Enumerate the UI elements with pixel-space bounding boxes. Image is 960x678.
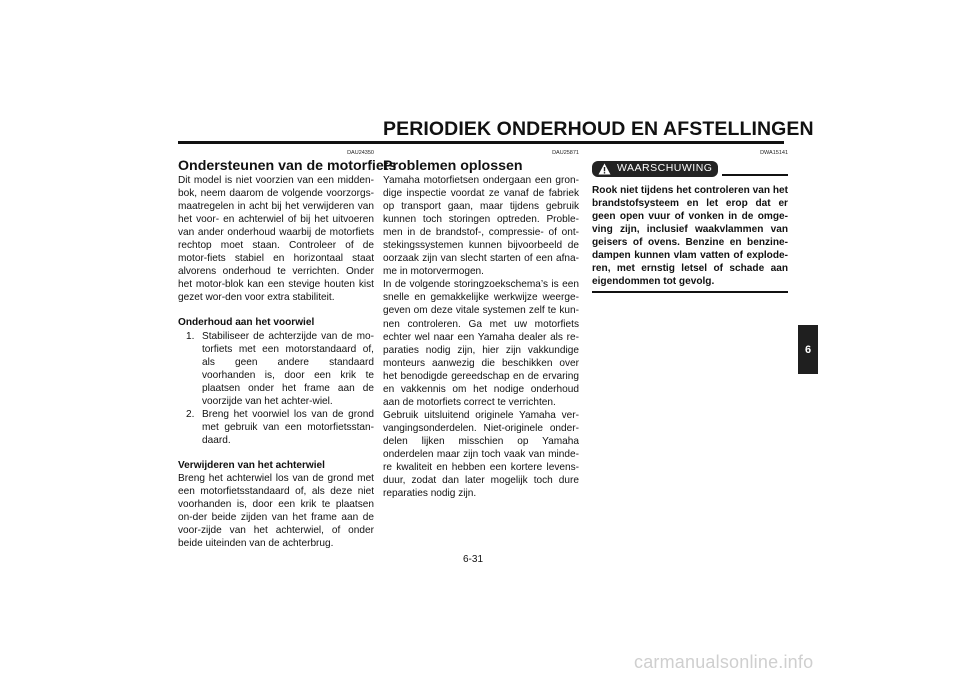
list-item [186, 408, 374, 447]
front-wheel-steps [186, 330, 374, 447]
warning-triangle-icon [598, 163, 611, 175]
right-column [592, 150, 788, 293]
warning-text: Rook niet tijdens het controleren van het brandstofsysteem en let erop dat er geen open vuur of vonken in de omge-ving zijn, inclusief waakvlammen van geisers of ovens. Benzine en benzine-dampen kunnen vlam vatten of explode-ren, met ernstig letsel of schade aan eigendommen tot gevolg. [592, 185, 788, 288]
intro-paragraph: Dit model is niet voorzien van een midden-bok, neem daarom de volgende voorzorgs-maatregelen in acht bij het verwijderen van het voor- en achterwiel of bij het uitvoeren van ander onderhoud waarbij de motorfiets rechtop moet staan. Controleer of de motor-fiets stabiel en horizontaal staat alvorens onderhoud te verrichten. Onder het motor-blok kan een stevige houten kist gezet wor-den voor extra stabiliteit. [178, 175, 374, 304]
section-code: DAU25871 [552, 150, 579, 156]
step-text: Stabiliseer de achterzijde van de mo-torfiets met een motorstandaard of, als geen andere standaard voorhanden is, door een krik te plaatsen onder het frame aan de voorzijde van het achter-wiel. [202, 330, 374, 407]
page-number: 6-31 [463, 554, 484, 565]
chapter-tab: 6 [798, 325, 818, 374]
step-number: 1. [186, 330, 195, 342]
section-code: DAU24350 [347, 150, 374, 156]
warning-rule [722, 174, 788, 176]
middle-column [383, 150, 579, 500]
warning-header [592, 161, 788, 177]
left-column [178, 150, 397, 550]
warning-badge [592, 161, 718, 177]
list-item [186, 330, 374, 408]
troubleshoot-paragraph-1: Yamaha motorfietsen ondergaan een gron-dige inspectie voordat ze vanaf de fabriek op transport gaan, maar tijdens gebruik kunnen toch storingen optreden. Proble-men in de brandstof-, compressie- of ont-stekingssystemen kunnen bijvoorbeeld de oorzaak zijn van slecht starten of een afna-me in motorvermogen. [383, 175, 579, 278]
front-wheel-heading: Onderhoud aan het voorwiel [178, 317, 315, 329]
warning-code: DWA15141 [760, 150, 788, 156]
rear-wheel-paragraph: Breng het achterwiel los van de grond met een motorfietsstandaard of, als deze niet voorhanden is, door een krik te plaatsen on-der beide zijden van het frame aan de voor-zijde van het achterwiel, of onder beide uiteinden van de achterbrug. [178, 472, 374, 550]
step-number: 2. [186, 408, 195, 420]
rear-wheel-heading: Verwijderen van het achterwiel [178, 459, 325, 471]
page-title: PERIODIEK ONDERHOUD EN AFSTELLINGEN [383, 118, 814, 140]
section-title: Ondersteunen van de motorfiets [178, 158, 397, 174]
header-rule [178, 141, 784, 144]
troubleshoot-paragraph-3: Gebruik uitsluitend originele Yamaha ver-vangingsonderdelen. Niet-originele onder-delen lijken misschien op Yamaha onderdelen maar zijn toch vaak van minde-re kwaliteit en hebben een kortere levens-duur, zodat dan later mogelijk toch dure reparaties nodig zijn. [383, 409, 579, 500]
warning-label: WAARSCHUWING [617, 162, 713, 175]
watermark: carmanualsonline.info [634, 652, 814, 672]
troubleshoot-paragraph-2: In de volgende storingzoekschema’s is een snelle en gemakkelijke werkwijze weerge-geven om deze vitale systemen zelf te kun-nen controleren. Ga met uw motorfiets echter wel naar een Yamaha dealer als re-paraties nodig zijn, hier zijn vakkundige monteurs aanwezig die beschikken over het benodigde gereedschap en de ervaring en vakkennis om het nodige onderhoud aan de motorfiets correct te verrichten. [383, 279, 579, 408]
warning-bottom-rule [592, 291, 788, 293]
section-title: Problemen oplossen [383, 158, 523, 174]
step-text: Breng het voorwiel los van de grond met gebruik van een motorfietsstan-daard. [202, 408, 374, 446]
